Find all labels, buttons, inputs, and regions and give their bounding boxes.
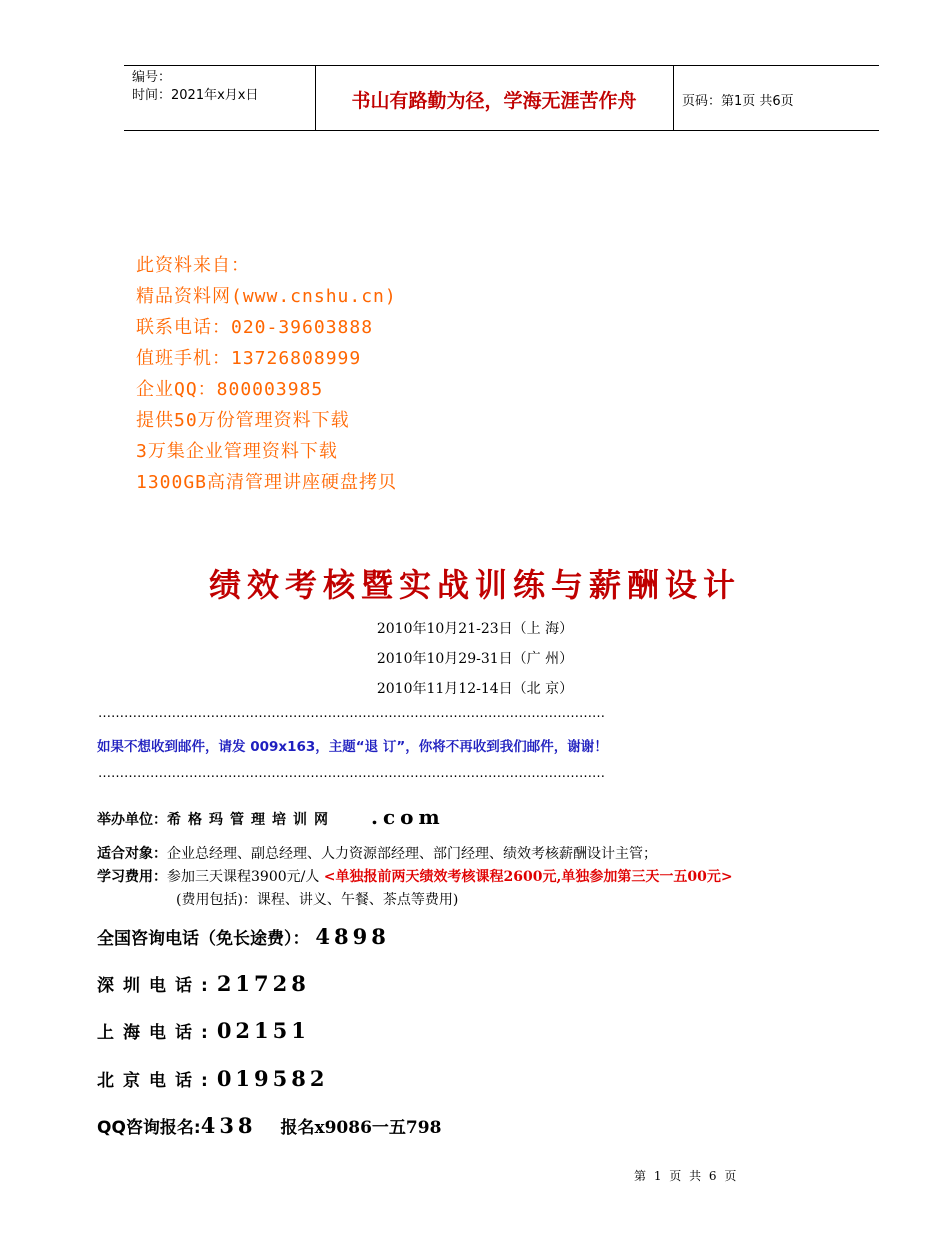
beijing-phone-label: 北京电话: (97, 1071, 217, 1091)
source-line: 1300GB高清管理讲座硬盘拷贝 (136, 472, 398, 493)
fee-includes: (费用包括)：课程、讲义、午餐、茶点等费用) (176, 892, 459, 908)
source-line: 3万集企业管理资料下载 (136, 441, 338, 462)
header-table (124, 65, 879, 131)
qq-label: QQ咨询报名: (97, 1118, 201, 1138)
source-line: 企业QQ：800003985 (136, 379, 324, 400)
organizer-domain: .com (371, 805, 445, 829)
shanghai-phone-line (97, 1018, 310, 1043)
shanghai-phone-label: 上海电话: (97, 1023, 217, 1043)
fee-label: 学习费用： (97, 869, 167, 885)
unsubscribe-notice: 如果不想收到邮件，请发 009x163，主题“退 订”，你将不再收到我们邮件，谢谢！ (97, 739, 608, 755)
dotted-separator: ……………………………………………………………………………………………………… (98, 706, 605, 721)
source-info (136, 250, 397, 498)
shenzhen-phone-label: 深圳电话: (97, 976, 217, 996)
shanghai-phone-number: 02151 (216, 1018, 310, 1043)
qq-signup-line (97, 1113, 441, 1138)
audience-line (97, 843, 657, 863)
header-meta (132, 69, 258, 105)
organizer-line (97, 805, 445, 829)
beijing-phone-number: 019582 (216, 1066, 329, 1091)
source-line: 精品资料网(www.cnshu.cn) (136, 286, 397, 307)
source-line: 提供50万份管理资料下载 (136, 410, 350, 431)
course-date: 2010年10月29-31日（广 州） (376, 651, 574, 667)
fee-highlight: <单独报前两天绩效考核课程2600元,单独参加第三天一五00元> (323, 869, 733, 885)
national-phone-line (97, 924, 390, 949)
fee-line (97, 866, 733, 886)
header-page-info: 页码：第1页 共6页 (682, 94, 794, 109)
source-line: 联系电话：020-39603888 (136, 317, 374, 338)
audience-text: 企业总经理、副总经理、人力资源部经理、部门经理、绩效考核薪酬设计主管； (167, 846, 657, 862)
course-date: 2010年11月12-14日（北 京） (376, 681, 574, 697)
audience-label: 适合对象： (97, 846, 167, 862)
national-phone-number: 4898 (315, 924, 390, 949)
signup-number: 报名x9086一五798 (280, 1118, 442, 1138)
organizer-label: 举办单位： (97, 812, 167, 828)
national-phone-label: 全国咨询电话（免长途费）： (97, 929, 310, 949)
header-motto: 书山有路勤为径，学海无涯苦作舟 (351, 90, 637, 112)
qq-number: 438 (200, 1113, 257, 1138)
time-label: 时间：2021年x月x日 (132, 88, 259, 103)
beijing-phone-line (97, 1066, 328, 1091)
course-date: 2010年10月21-23日（上 海） (376, 621, 574, 637)
serial-label: 编号： (132, 70, 172, 85)
page-footer: 第 1 页 共 6 页 (634, 1169, 739, 1183)
course-dates (0, 614, 950, 704)
source-line: 此资料来自： (136, 255, 250, 276)
source-line: 值班手机：13726808999 (136, 348, 362, 369)
course-title: 绩效考核暨实战训练与薪酬设计 (208, 566, 741, 604)
organizer-name: 希格玛管理培训网 (167, 812, 335, 828)
shenzhen-phone-line (97, 971, 310, 996)
fee-text: 参加三天课程3900元/人 (167, 869, 324, 885)
dotted-separator: ……………………………………………………………………………………………………… (98, 766, 605, 781)
shenzhen-phone-number: 21728 (216, 971, 310, 996)
header-divider (673, 66, 674, 130)
